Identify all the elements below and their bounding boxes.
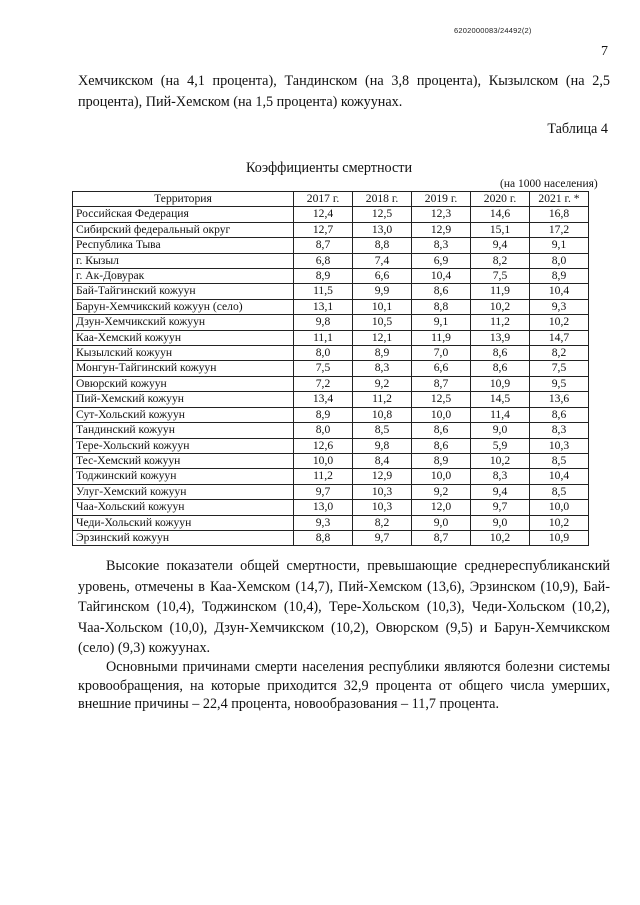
territory-cell: Чеди-Хольский кожуун [73, 515, 294, 530]
value-cell: 13,6 [530, 392, 589, 407]
value-cell: 9,3 [530, 299, 589, 314]
territory-cell: Тере-Хольский кожуун [73, 438, 294, 453]
value-cell: 10,8 [353, 407, 412, 422]
territory-cell: Овюрский кожуун [73, 376, 294, 391]
value-cell: 11,2 [471, 315, 530, 330]
territory-cell: Дзун-Хемчикский кожуун [73, 315, 294, 330]
value-cell: 7,5 [294, 361, 353, 376]
mortality-table [72, 191, 589, 546]
value-cell: 12,3 [412, 207, 471, 222]
table-row [73, 484, 589, 499]
value-cell: 10,2 [471, 530, 530, 545]
value-cell: 6,9 [412, 253, 471, 268]
value-cell: 7,0 [412, 346, 471, 361]
territory-cell: Бай-Тайгинский кожуун [73, 284, 294, 299]
value-cell: 9,4 [471, 238, 530, 253]
value-cell: 6,6 [412, 361, 471, 376]
table-title: Коэффициенты смертности [246, 160, 413, 176]
value-cell: 8,5 [530, 484, 589, 499]
value-cell: 5,9 [471, 438, 530, 453]
value-cell: 8,7 [412, 530, 471, 545]
table-row [73, 469, 589, 484]
territory-cell: Республика Тыва [73, 238, 294, 253]
value-cell: 8,6 [412, 423, 471, 438]
value-cell: 9,7 [353, 530, 412, 545]
value-cell: 13,4 [294, 392, 353, 407]
value-cell: 10,3 [353, 484, 412, 499]
value-cell: 9,0 [471, 423, 530, 438]
value-cell: 10,5 [353, 315, 412, 330]
territory-cell: Тандинский кожуун [73, 423, 294, 438]
value-cell: 8,0 [294, 346, 353, 361]
territory-cell: Российская Федерация [73, 207, 294, 222]
table-row [73, 423, 589, 438]
table-row [73, 346, 589, 361]
value-cell: 8,2 [471, 253, 530, 268]
value-cell: 9,3 [294, 515, 353, 530]
value-cell: 8,9 [294, 269, 353, 284]
value-cell: 10,2 [530, 515, 589, 530]
value-cell: 6,8 [294, 253, 353, 268]
value-cell: 8,9 [294, 407, 353, 422]
value-cell: 10,3 [530, 438, 589, 453]
value-cell: 12,1 [353, 330, 412, 345]
value-cell: 9,7 [471, 500, 530, 515]
value-cell: 7,2 [294, 376, 353, 391]
value-cell: 12,0 [412, 500, 471, 515]
territory-cell: Чаа-Хольский кожуун [73, 500, 294, 515]
value-cell: 8,3 [530, 423, 589, 438]
table-row [73, 376, 589, 391]
value-cell: 12,5 [353, 207, 412, 222]
territory-cell: Улуг-Хемский кожуун [73, 484, 294, 499]
value-cell: 11,2 [353, 392, 412, 407]
table-label: Таблица 4 [547, 121, 608, 137]
value-cell: 8,7 [294, 238, 353, 253]
value-cell: 10,2 [530, 315, 589, 330]
value-cell: 17,2 [530, 222, 589, 237]
value-cell: 6,6 [353, 269, 412, 284]
value-cell: 8,5 [353, 423, 412, 438]
value-cell: 11,1 [294, 330, 353, 345]
territory-cell: Монгун-Тайгинский кожуун [73, 361, 294, 376]
value-cell: 13,1 [294, 299, 353, 314]
territory-cell: Кызылский кожуун [73, 346, 294, 361]
territory-cell: Эрзинский кожуун [73, 530, 294, 545]
value-cell: 12,9 [412, 222, 471, 237]
territory-cell: Барун-Хемчикский кожуун (село) [73, 299, 294, 314]
table-units: (на 1000 населения) [500, 178, 598, 190]
value-cell: 9,9 [353, 284, 412, 299]
paragraph-bottom: Основными причинами смерти населения республики являются болезни системы кровообращения, на которые приходится 32,9 процента от общего числа умерших, внешние причины – 22,4 процента, новообразования – 11,7 процента. [78, 659, 610, 712]
value-cell: 7,4 [353, 253, 412, 268]
table-row [73, 299, 589, 314]
value-cell: 8,3 [353, 361, 412, 376]
value-cell: 9,0 [471, 515, 530, 530]
value-cell: 11,2 [294, 469, 353, 484]
table-row [73, 530, 589, 545]
value-cell: 9,0 [412, 515, 471, 530]
value-cell: 8,6 [412, 438, 471, 453]
table-row [73, 207, 589, 222]
page-number: 7 [601, 44, 608, 59]
value-cell: 9,1 [412, 315, 471, 330]
value-cell: 8,6 [471, 346, 530, 361]
value-cell: 10,2 [471, 299, 530, 314]
value-cell: 14,6 [471, 207, 530, 222]
value-cell: 12,7 [294, 222, 353, 237]
territory-cell: Пий-Хемский кожуун [73, 392, 294, 407]
value-cell: 16,8 [530, 207, 589, 222]
table-row [73, 330, 589, 345]
value-cell: 8,8 [294, 530, 353, 545]
column-header-territory: Территория [73, 192, 294, 207]
column-header-2018: 2018 г. [353, 192, 412, 207]
value-cell: 9,8 [294, 315, 353, 330]
value-cell: 13,0 [294, 500, 353, 515]
table-row [73, 392, 589, 407]
value-cell: 8,0 [294, 423, 353, 438]
territory-cell: г. Ак-Довурак [73, 269, 294, 284]
value-cell: 14,7 [530, 330, 589, 345]
value-cell: 10,3 [353, 500, 412, 515]
value-cell: 8,3 [412, 238, 471, 253]
column-header-2021: 2021 г. * [530, 192, 589, 207]
value-cell: 12,9 [353, 469, 412, 484]
column-header-2019: 2019 г. [412, 192, 471, 207]
territory-cell: Тоджинский кожуун [73, 469, 294, 484]
value-cell: 8,9 [412, 453, 471, 468]
value-cell: 7,5 [530, 361, 589, 376]
table-row [73, 500, 589, 515]
value-cell: 8,6 [530, 407, 589, 422]
value-cell: 9,4 [471, 484, 530, 499]
value-cell: 9,2 [353, 376, 412, 391]
territory-cell: Каа-Хемский кожуун [73, 330, 294, 345]
value-cell: 11,4 [471, 407, 530, 422]
document-id: 6202000083/24492(2) [454, 26, 532, 35]
value-cell: 11,9 [412, 330, 471, 345]
value-cell: 9,8 [353, 438, 412, 453]
value-cell: 10,4 [530, 284, 589, 299]
value-cell: 8,9 [353, 346, 412, 361]
value-cell: 8,8 [412, 299, 471, 314]
table-row [73, 315, 589, 330]
table-row [73, 361, 589, 376]
value-cell: 11,9 [471, 284, 530, 299]
value-cell: 13,0 [353, 222, 412, 237]
table-row [73, 453, 589, 468]
value-cell: 8,4 [353, 453, 412, 468]
value-cell: 8,0 [530, 253, 589, 268]
value-cell: 8,5 [530, 453, 589, 468]
column-header-2020: 2020 г. [471, 192, 530, 207]
value-cell: 8,6 [471, 361, 530, 376]
value-cell: 10,0 [294, 453, 353, 468]
territory-cell: г. Кызыл [73, 253, 294, 268]
territory-cell: Сибирский федеральный округ [73, 222, 294, 237]
value-cell: 15,1 [471, 222, 530, 237]
table-body [73, 207, 589, 546]
value-cell: 10,2 [471, 453, 530, 468]
table-row [73, 407, 589, 422]
territory-cell: Тес-Хемский кожуун [73, 453, 294, 468]
territory-cell: Сут-Хольский кожуун [73, 407, 294, 422]
table-row [73, 253, 589, 268]
value-cell: 10,0 [412, 407, 471, 422]
value-cell: 8,8 [353, 238, 412, 253]
paragraph-middle: Высокие показатели общей смертности, превышающие среднереспубликанский уровень, отмечены в Каа-Хемском (14,7), Пий-Хемском (13,6), Эрзинском (10,9), Бай-Тайгинском (10,4), Тоджинском (10,4), Тере-Хольском (10,3), Чеди-Хольском (10,2), Чаа-Хольском (10,0), Дзун-Хемчикском (10,2), Овюрском (9,5) и Барун-Хемчикском (село) (9,3) кожуунах. [78, 558, 610, 656]
value-cell: 8,2 [353, 515, 412, 530]
value-cell: 9,2 [412, 484, 471, 499]
value-cell: 8,2 [530, 346, 589, 361]
value-cell: 12,4 [294, 207, 353, 222]
value-cell: 9,1 [530, 238, 589, 253]
table-row [73, 438, 589, 453]
value-cell: 11,5 [294, 284, 353, 299]
value-cell: 10,9 [530, 530, 589, 545]
value-cell: 10,4 [530, 469, 589, 484]
value-cell: 9,7 [294, 484, 353, 499]
table-row [73, 222, 589, 237]
value-cell: 9,5 [530, 376, 589, 391]
value-cell: 10,1 [353, 299, 412, 314]
value-cell: 8,6 [412, 284, 471, 299]
value-cell: 12,6 [294, 438, 353, 453]
table-row [73, 238, 589, 253]
value-cell: 10,0 [530, 500, 589, 515]
table-row [73, 515, 589, 530]
column-header-2017: 2017 г. [294, 192, 353, 207]
value-cell: 7,5 [471, 269, 530, 284]
value-cell: 13,9 [471, 330, 530, 345]
value-cell: 10,9 [471, 376, 530, 391]
value-cell: 8,9 [530, 269, 589, 284]
value-cell: 12,5 [412, 392, 471, 407]
table-row [73, 284, 589, 299]
value-cell: 8,7 [412, 376, 471, 391]
value-cell: 14,5 [471, 392, 530, 407]
value-cell: 8,3 [471, 469, 530, 484]
table-row [73, 269, 589, 284]
table-header-row [73, 192, 589, 207]
paragraph-top: Хемчикском (на 4,1 процента), Тандинском (на 3,8 процента), Кызылском (на 2,5 процента), Пий-Хемском (на 1,5 процента) кожуунах. [78, 73, 610, 110]
value-cell: 10,0 [412, 469, 471, 484]
value-cell: 10,4 [412, 269, 471, 284]
